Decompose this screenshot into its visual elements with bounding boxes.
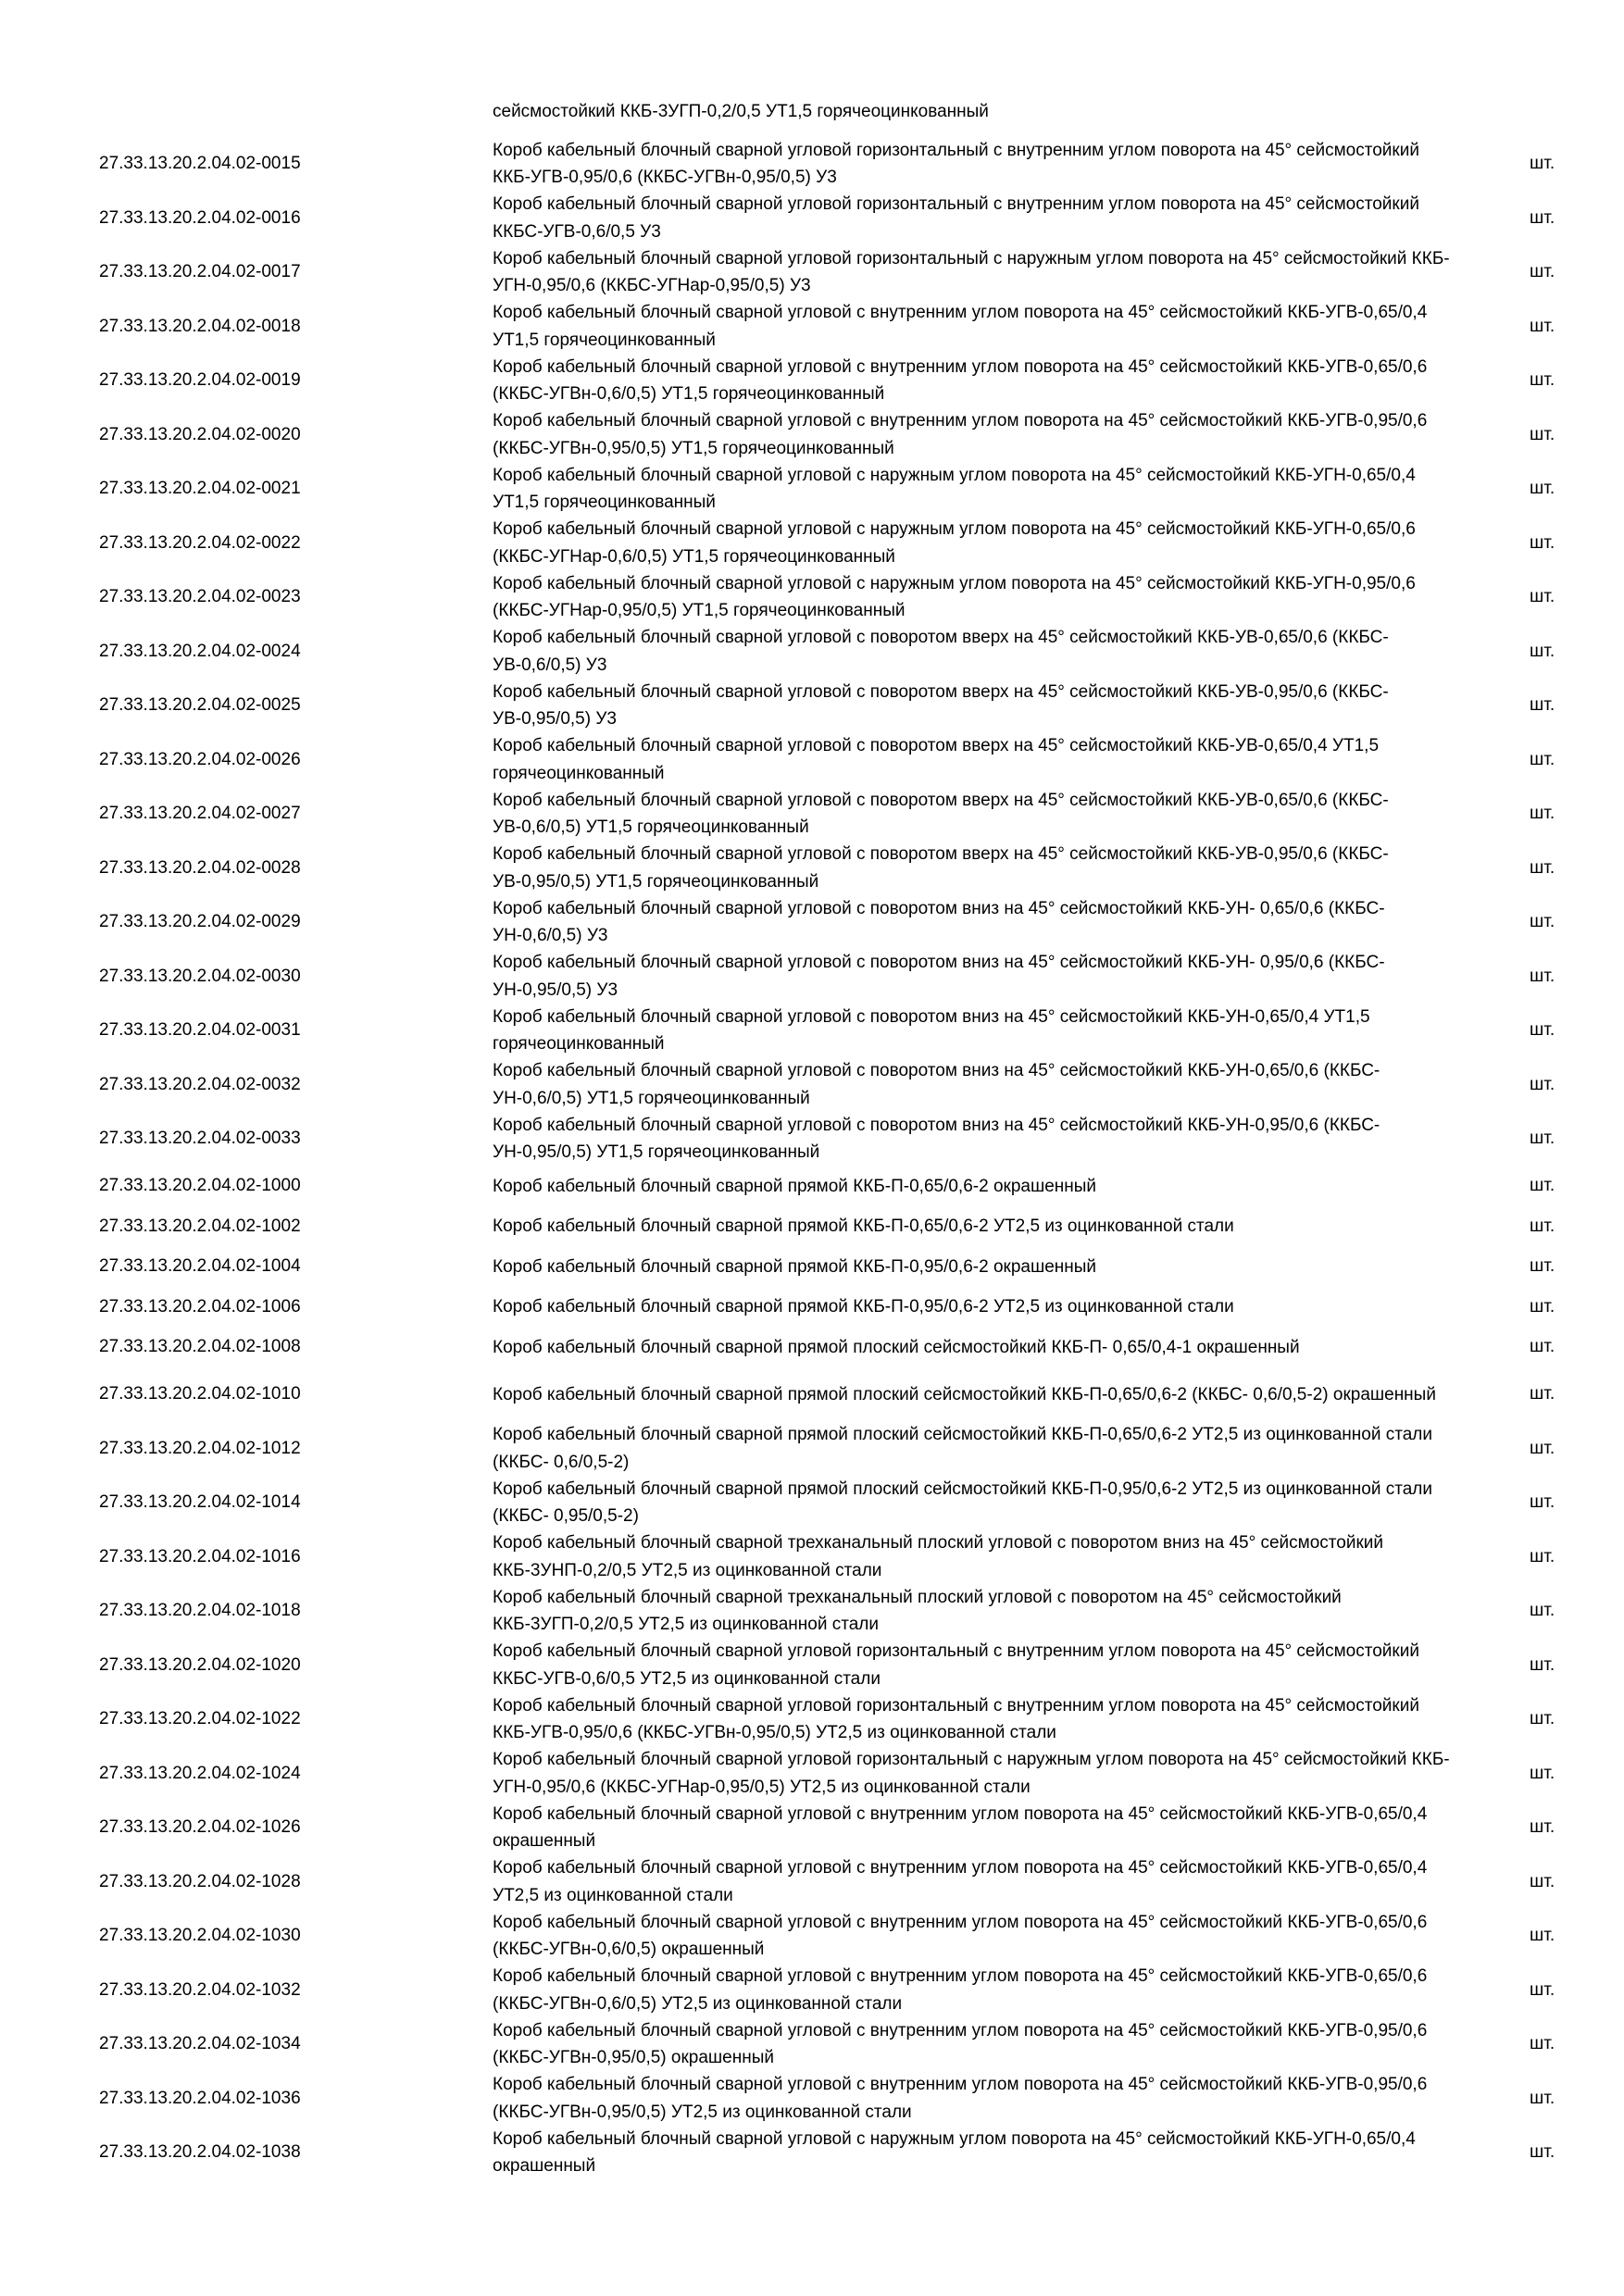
- resource-description: Короб кабельный блочный сварной трехканальный плоский угловой с поворотом вниз на 45° сейсмостойкий ККБ-3УНП-0,2/0,5 УТ2,5 из оцинкованной стали: [493, 1533, 1383, 1580]
- table-row: [0, 625, 1624, 680]
- table-row: [0, 2017, 1624, 2072]
- unit-of-measure: шт.: [1530, 1438, 1555, 1458]
- resource-table: [0, 137, 1624, 2180]
- resource-code: 27.33.13.20.2.04.02-1016: [99, 1546, 301, 1566]
- table-row: [0, 1747, 1624, 1802]
- resource-code: 27.33.13.20.2.04.02-1018: [99, 1601, 301, 1621]
- unit-of-measure: шт.: [1530, 1129, 1555, 1149]
- unit-of-measure: шт.: [1530, 1020, 1555, 1041]
- unit-of-measure: шт.: [1530, 424, 1555, 444]
- table-row: [0, 462, 1624, 517]
- table-row: [0, 1167, 1624, 1207]
- resource-description: Короб кабельный блочный сварной угловой горизонтальный с наружным углом поворота на 45° сейсмостойкий ККБ-УГН-0,95/0,6 (ККБС-УГНар-0,95/0,5) У3: [493, 248, 1450, 296]
- resource-description: Короб кабельный блочный сварной угловой с наружным углом поворота на 45° сейсмостойкий ККБ-УГН-0,95/0,6 (ККБС-УГНар-0,95/0,5) УТ1,5 горячеоцинкованный: [493, 573, 1416, 621]
- unit-of-measure: шт.: [1530, 1979, 1555, 2000]
- resource-description: Короб кабельный блочный сварной угловой с внутренним углом поворота на 45° сейсмостойкий ККБ-УГВ-0,65/0,6 (ККБС-УГВн-0,6/0,5) окрашенный: [493, 1912, 1428, 1960]
- table-row: [0, 1422, 1624, 1477]
- resource-description: Короб кабельный блочный сварной угловой с внутренним углом поворота на 45° сейсмостойкий ККБ-УГВ-0,95/0,6 (ККБС-УГВн-0,95/0,5) УТ2,5 из оцинкованной стали: [493, 2075, 1428, 2122]
- resource-description: Короб кабельный блочный сварной угловой с поворотом вверх на 45° сейсмостойкий ККБ-УВ-0,65/0,6 (ККБС-УВ-0,6/0,5) У3: [493, 628, 1389, 675]
- resource-code: 27.33.13.20.2.04.02-1000: [99, 1176, 301, 1196]
- table-row: [0, 950, 1624, 1004]
- resource-description: Короб кабельный блочный сварной угловой с внутренним углом поворота на 45° сейсмостойкий ККБ-УГВ-0,65/0,6 (ККБС-УГВн-0,6/0,5) УТ1,5 горячеоцинкованный: [493, 356, 1428, 405]
- resource-description: Короб кабельный блочный сварной угловой с поворотом вверх на 45° сейсмостойкий ККБ-УВ-0,95/0,6 (ККБС-УВ-0,95/0,5) УТ1,5 горячеоцинкованный: [493, 844, 1389, 892]
- resource-code: 27.33.13.20.2.04.02-0031: [99, 1020, 301, 1041]
- resource-description: Короб кабельный блочный сварной угловой с поворотом вверх на 45° сейсмостойкий ККБ-УВ-0,65/0,6 (ККБС-УВ-0,6/0,5) УТ1,5 горячеоцинкованный: [493, 790, 1389, 838]
- resource-description: Короб кабельный блочный сварной угловой горизонтальный с наружным углом поворота на 45° сейсмостойкий ККБ-УГН-0,95/0,6 (ККБС-УГНар-0,95/0,5) УТ2,5 из оцинкованной стали: [493, 1750, 1450, 1797]
- resource-description: Короб кабельный блочный сварной угловой с поворотом вниз на 45° сейсмостойкий ККБ-УН-0,95/0,6 (ККБС-УН-0,95/0,5) УТ1,5 горячеоцинкованный: [493, 1115, 1380, 1163]
- unit-of-measure: шт.: [1530, 1216, 1555, 1236]
- unit-of-measure: шт.: [1530, 966, 1555, 986]
- resource-code: 27.33.13.20.2.04.02-0026: [99, 749, 301, 769]
- resource-code: 27.33.13.20.2.04.02-0021: [99, 479, 301, 499]
- resource-code: 27.33.13.20.2.04.02-0016: [99, 207, 301, 228]
- table-row: [0, 733, 1624, 788]
- table-row: [0, 245, 1624, 300]
- table-row: [0, 1692, 1624, 1747]
- resource-code: 27.33.13.20.2.04.02-0029: [99, 912, 301, 932]
- unit-of-measure: шт.: [1530, 695, 1555, 716]
- resource-code: 27.33.13.20.2.04.02-0018: [99, 316, 301, 336]
- resource-description: Короб кабельный блочный сварной угловой горизонтальный с внутренним углом поворота на 45° сейсмостойкий ККБ-УГВ-0,95/0,6 (ККБС-УГВн-0,95/0,5) У3: [493, 140, 1419, 188]
- unit-of-measure: шт.: [1530, 2034, 1555, 2054]
- table-row: [0, 1247, 1624, 1288]
- resource-code: 27.33.13.20.2.04.02-0017: [99, 262, 301, 282]
- resource-description: Короб кабельный блочный сварной угловой с внутренним углом поворота на 45° сейсмостойкий ККБ-УГВ-0,95/0,6 (ККБС-УГВн-0,95/0,5) окрашенный: [493, 2020, 1428, 2068]
- resource-description: Короб кабельный блочный сварной угловой с поворотом вниз на 45° сейсмостойкий ККБ-УН-0,65/0,4 УТ1,5 горячеоцинкованный: [493, 1006, 1370, 1054]
- table-row: [0, 787, 1624, 842]
- unit-of-measure: шт.: [1530, 262, 1555, 282]
- resource-description: Короб кабельный блочный сварной угловой с поворотом вниз на 45° сейсмостойкий ККБ-УН- 0,65/0,6 (ККБС-УН-0,6/0,5) У3: [493, 898, 1385, 946]
- resource-code: 27.33.13.20.2.04.02-0015: [99, 154, 301, 174]
- table-row: [0, 300, 1624, 355]
- table-row: [0, 517, 1624, 571]
- resource-description: Короб кабельный блочный сварной угловой с наружным углом поворота на 45° сейсмостойкий ККБ-УГН-0,65/0,4 окрашенный: [493, 2128, 1416, 2177]
- resource-description: Короб кабельный блочный сварной угловой с внутренним углом поворота на 45° сейсмостойкий ККБ-УГВ-0,65/0,4 УТ2,5 из оцинкованной стали: [493, 1858, 1428, 1905]
- resource-code: 27.33.13.20.2.04.02-1002: [99, 1216, 301, 1236]
- resource-description: Короб кабельный блочный сварной прямой плоский сейсмостойкий ККБ-П-0,95/0,6-2 УТ2,5 из оцинкованной стали (ККБС- 0,95/0,5-2): [493, 1479, 1432, 1527]
- unit-of-measure: шт.: [1530, 1871, 1555, 1891]
- table-row: [0, 679, 1624, 733]
- table-row: [0, 354, 1624, 408]
- resource-code: 27.33.13.20.2.04.02-1020: [99, 1654, 301, 1675]
- table-row: [0, 842, 1624, 896]
- table-row: [0, 1909, 1624, 1964]
- unit-of-measure: шт.: [1530, 532, 1555, 553]
- unit-of-measure: шт.: [1530, 1709, 1555, 1729]
- unit-of-measure: шт.: [1530, 1601, 1555, 1621]
- table-row: [0, 1801, 1624, 1855]
- resource-code: 27.33.13.20.2.04.02-0019: [99, 370, 301, 391]
- unit-of-measure: шт.: [1530, 1654, 1555, 1675]
- table-row: [0, 1964, 1624, 2018]
- resource-description: Короб кабельный блочный сварной угловой с поворотом вверх на 45° сейсмостойкий ККБ-УВ-0,65/0,4 УТ1,5 горячеоцинкованный: [493, 736, 1380, 783]
- table-row: [0, 1476, 1624, 1530]
- unit-of-measure: шт.: [1530, 1256, 1555, 1277]
- resource-description: Короб кабельный блочный сварной прямой плоский сейсмостойкий ККБ-П-0,65/0,6-2 (ККБС- 0,6/0,5-2) окрашенный: [493, 1384, 1436, 1404]
- resource-description: Короб кабельный блочный сварной угловой с поворотом вверх на 45° сейсмостойкий ККБ-УВ-0,95/0,6 (ККБС-УВ-0,95/0,5) У3: [493, 681, 1389, 730]
- unit-of-measure: шт.: [1530, 479, 1555, 499]
- resource-description: Короб кабельный блочный сварной прямой ККБ-П-0,65/0,6-2 УТ2,5 из оцинкованной стали: [493, 1217, 1234, 1236]
- resource-code: 27.33.13.20.2.04.02-1038: [99, 2142, 301, 2163]
- resource-code: 27.33.13.20.2.04.02-1036: [99, 2088, 301, 2108]
- unit-of-measure: шт.: [1530, 1384, 1555, 1404]
- resource-description: Короб кабельный блочный сварной угловой с внутренним углом поворота на 45° сейсмостойкий ККБ-УГВ-0,65/0,6 (ККБС-УГВн-0,6/0,5) УТ2,5 из оцинкованной стали: [493, 1966, 1428, 2014]
- resource-code: 27.33.13.20.2.04.02-1028: [99, 1871, 301, 1891]
- unit-of-measure: шт.: [1530, 1296, 1555, 1316]
- resource-description: Короб кабельный блочный сварной угловой с наружным углом поворота на 45° сейсмостойкий ККБ-УГН-0,65/0,4 УТ1,5 горячеоцинкованный: [493, 465, 1416, 513]
- unit-of-measure: шт.: [1530, 857, 1555, 878]
- unit-of-measure: шт.: [1530, 912, 1555, 932]
- resource-code: 27.33.13.20.2.04.02-1014: [99, 1492, 301, 1513]
- table-row: [0, 570, 1624, 625]
- unit-of-measure: шт.: [1530, 1176, 1555, 1196]
- resource-code: 27.33.13.20.2.04.02-0032: [99, 1074, 301, 1094]
- resource-description: Короб кабельный блочный сварной трехканальный плоский угловой с поворотом на 45° сейсмостойкий ККБ-3УГП-0,2/0,5 УТ2,5 из оцинкованной стали: [493, 1587, 1342, 1635]
- table-row: [0, 1855, 1624, 1910]
- resource-code: 27.33.13.20.2.04.02-0030: [99, 966, 301, 986]
- table-row: [0, 1112, 1624, 1167]
- resource-description: Короб кабельный блочный сварной прямой ККБ-П-0,95/0,6-2 окрашенный: [493, 1256, 1097, 1277]
- table-row: [0, 1328, 1624, 1368]
- unit-of-measure: шт.: [1530, 1546, 1555, 1566]
- resource-code: 27.33.13.20.2.04.02-0025: [99, 695, 301, 716]
- resource-code: 27.33.13.20.2.04.02-1012: [99, 1438, 301, 1458]
- unit-of-measure: шт.: [1530, 749, 1555, 769]
- resource-code: 27.33.13.20.2.04.02-0023: [99, 587, 301, 607]
- resource-code: 27.33.13.20.2.04.02-1030: [99, 1926, 301, 1946]
- resource-description: Короб кабельный блочный сварной угловой с наружным углом поворота на 45° сейсмостойкий ККБ-УГН-0,65/0,6 (ККБС-УГНар-0,6/0,5) УТ1,5 горячеоцинкованный: [493, 519, 1416, 567]
- unit-of-measure: шт.: [1530, 2088, 1555, 2108]
- resource-description: Короб кабельный блочный сварной угловой горизонтальный с внутренним углом поворота на 45° сейсмостойкий ККБС-УГВ-0,6/0,5 УТ2,5 из оцинкованной стали: [493, 1641, 1419, 1689]
- unit-of-measure: шт.: [1530, 2142, 1555, 2163]
- unit-of-measure: шт.: [1530, 154, 1555, 174]
- resource-code: 27.33.13.20.2.04.02-0027: [99, 804, 301, 824]
- unit-of-measure: шт.: [1530, 370, 1555, 391]
- resource-code: 27.33.13.20.2.04.02-1026: [99, 1817, 301, 1838]
- unit-of-measure: шт.: [1530, 1337, 1555, 1357]
- table-row: [0, 1584, 1624, 1639]
- resource-description: Короб кабельный блочный сварной прямой плоский сейсмостойкий ККБ-П- 0,65/0,4-1 окрашенный: [493, 1337, 1300, 1357]
- resource-description: Короб кабельный блочный сварной прямой плоский сейсмостойкий ККБ-П-0,65/0,6-2 УТ2,5 из оцинкованной стали (ККБС- 0,6/0,5-2): [493, 1425, 1432, 1472]
- resource-code: 27.33.13.20.2.04.02-0024: [99, 641, 301, 661]
- resource-description: Короб кабельный блочный сварной угловой с поворотом вниз на 45° сейсмостойкий ККБ-УН- 0,95/0,6 (ККБС-УН-0,95/0,5) У3: [493, 953, 1385, 1000]
- resource-description: Короб кабельный блочный сварной угловой горизонтальный с внутренним углом поворота на 45° сейсмостойкий ККБ-УГВ-0,95/0,6 (ККБС-УГВн-0,95/0,5) УТ2,5 из оцинкованной стали: [493, 1695, 1419, 1743]
- table-row: [0, 2072, 1624, 2127]
- resource-code: 27.33.13.20.2.04.02-1008: [99, 1337, 301, 1357]
- unit-of-measure: шт.: [1530, 587, 1555, 607]
- table-row: [0, 137, 1624, 192]
- resource-code: 27.33.13.20.2.04.02-0020: [99, 424, 301, 444]
- continued-description: сейсмостойкий ККБ-3УГП-0,2/0,5 УТ1,5 горячеоцинкованный: [493, 102, 989, 121]
- unit-of-measure: шт.: [1530, 1926, 1555, 1946]
- unit-of-measure: шт.: [1530, 1074, 1555, 1094]
- table-row: [0, 1206, 1624, 1247]
- resource-description: Короб кабельный блочный сварной прямой ККБ-П-0,95/0,6-2 УТ2,5 из оцинкованной стали: [493, 1297, 1234, 1316]
- table-row: [0, 192, 1624, 246]
- resource-code: 27.33.13.20.2.04.02-1032: [99, 1979, 301, 2000]
- resource-code: 27.33.13.20.2.04.02-1004: [99, 1256, 301, 1277]
- unit-of-measure: шт.: [1530, 1763, 1555, 1783]
- table-row: [0, 1058, 1624, 1113]
- resource-code: 27.33.13.20.2.04.02-1010: [99, 1384, 301, 1404]
- resource-code: 27.33.13.20.2.04.02-0033: [99, 1129, 301, 1149]
- resource-description: Короб кабельный блочный сварной угловой с внутренним углом поворота на 45° сейсмостойкий ККБ-УГВ-0,65/0,4 окрашенный: [493, 1803, 1428, 1852]
- resource-description: Короб кабельный блочный сварной угловой с внутренним углом поворота на 45° сейсмостойкий ККБ-УГВ-0,95/0,6 (ККБС-УГВн-0,95/0,5) УТ1,5 горячеоцинкованный: [493, 411, 1428, 458]
- unit-of-measure: шт.: [1530, 316, 1555, 336]
- table-row: [0, 1004, 1624, 1058]
- table-row: [0, 1367, 1624, 1422]
- resource-code: 27.33.13.20.2.04.02-0022: [99, 532, 301, 553]
- table-row: [0, 408, 1624, 463]
- table-row: [0, 1639, 1624, 1693]
- table-row: [0, 2126, 1624, 2180]
- resource-code: 27.33.13.20.2.04.02-1024: [99, 1763, 301, 1783]
- resource-description: Короб кабельный блочный сварной угловой с внутренним углом поворота на 45° сейсмостойкий ККБ-УГВ-0,65/0,4 УТ1,5 горячеоцинкованный: [493, 303, 1428, 350]
- resource-code: 27.33.13.20.2.04.02-0028: [99, 857, 301, 878]
- unit-of-measure: шт.: [1530, 641, 1555, 661]
- resource-code: 27.33.13.20.2.04.02-1034: [99, 2034, 301, 2054]
- unit-of-measure: шт.: [1530, 804, 1555, 824]
- unit-of-measure: шт.: [1530, 1492, 1555, 1513]
- unit-of-measure: шт.: [1530, 207, 1555, 228]
- resource-code: 27.33.13.20.2.04.02-1006: [99, 1296, 301, 1316]
- table-row: [0, 895, 1624, 950]
- resource-description: Короб кабельный блочный сварной угловой горизонтальный с внутренним углом поворота на 45° сейсмостойкий ККБС-УГВ-0,6/0,5 У3: [493, 194, 1419, 242]
- table-row: [0, 1530, 1624, 1585]
- resource-description: Короб кабельный блочный сварной угловой с поворотом вниз на 45° сейсмостойкий ККБ-УН-0,65/0,6 (ККБС-УН-0,6/0,5) УТ1,5 горячеоцинкованный: [493, 1061, 1380, 1108]
- resource-description: Короб кабельный блочный сварной прямой ККБ-П-0,65/0,6-2 окрашенный: [493, 1176, 1097, 1196]
- unit-of-measure: шт.: [1530, 1817, 1555, 1838]
- table-row: [0, 1287, 1624, 1328]
- resource-code: 27.33.13.20.2.04.02-1022: [99, 1709, 301, 1729]
